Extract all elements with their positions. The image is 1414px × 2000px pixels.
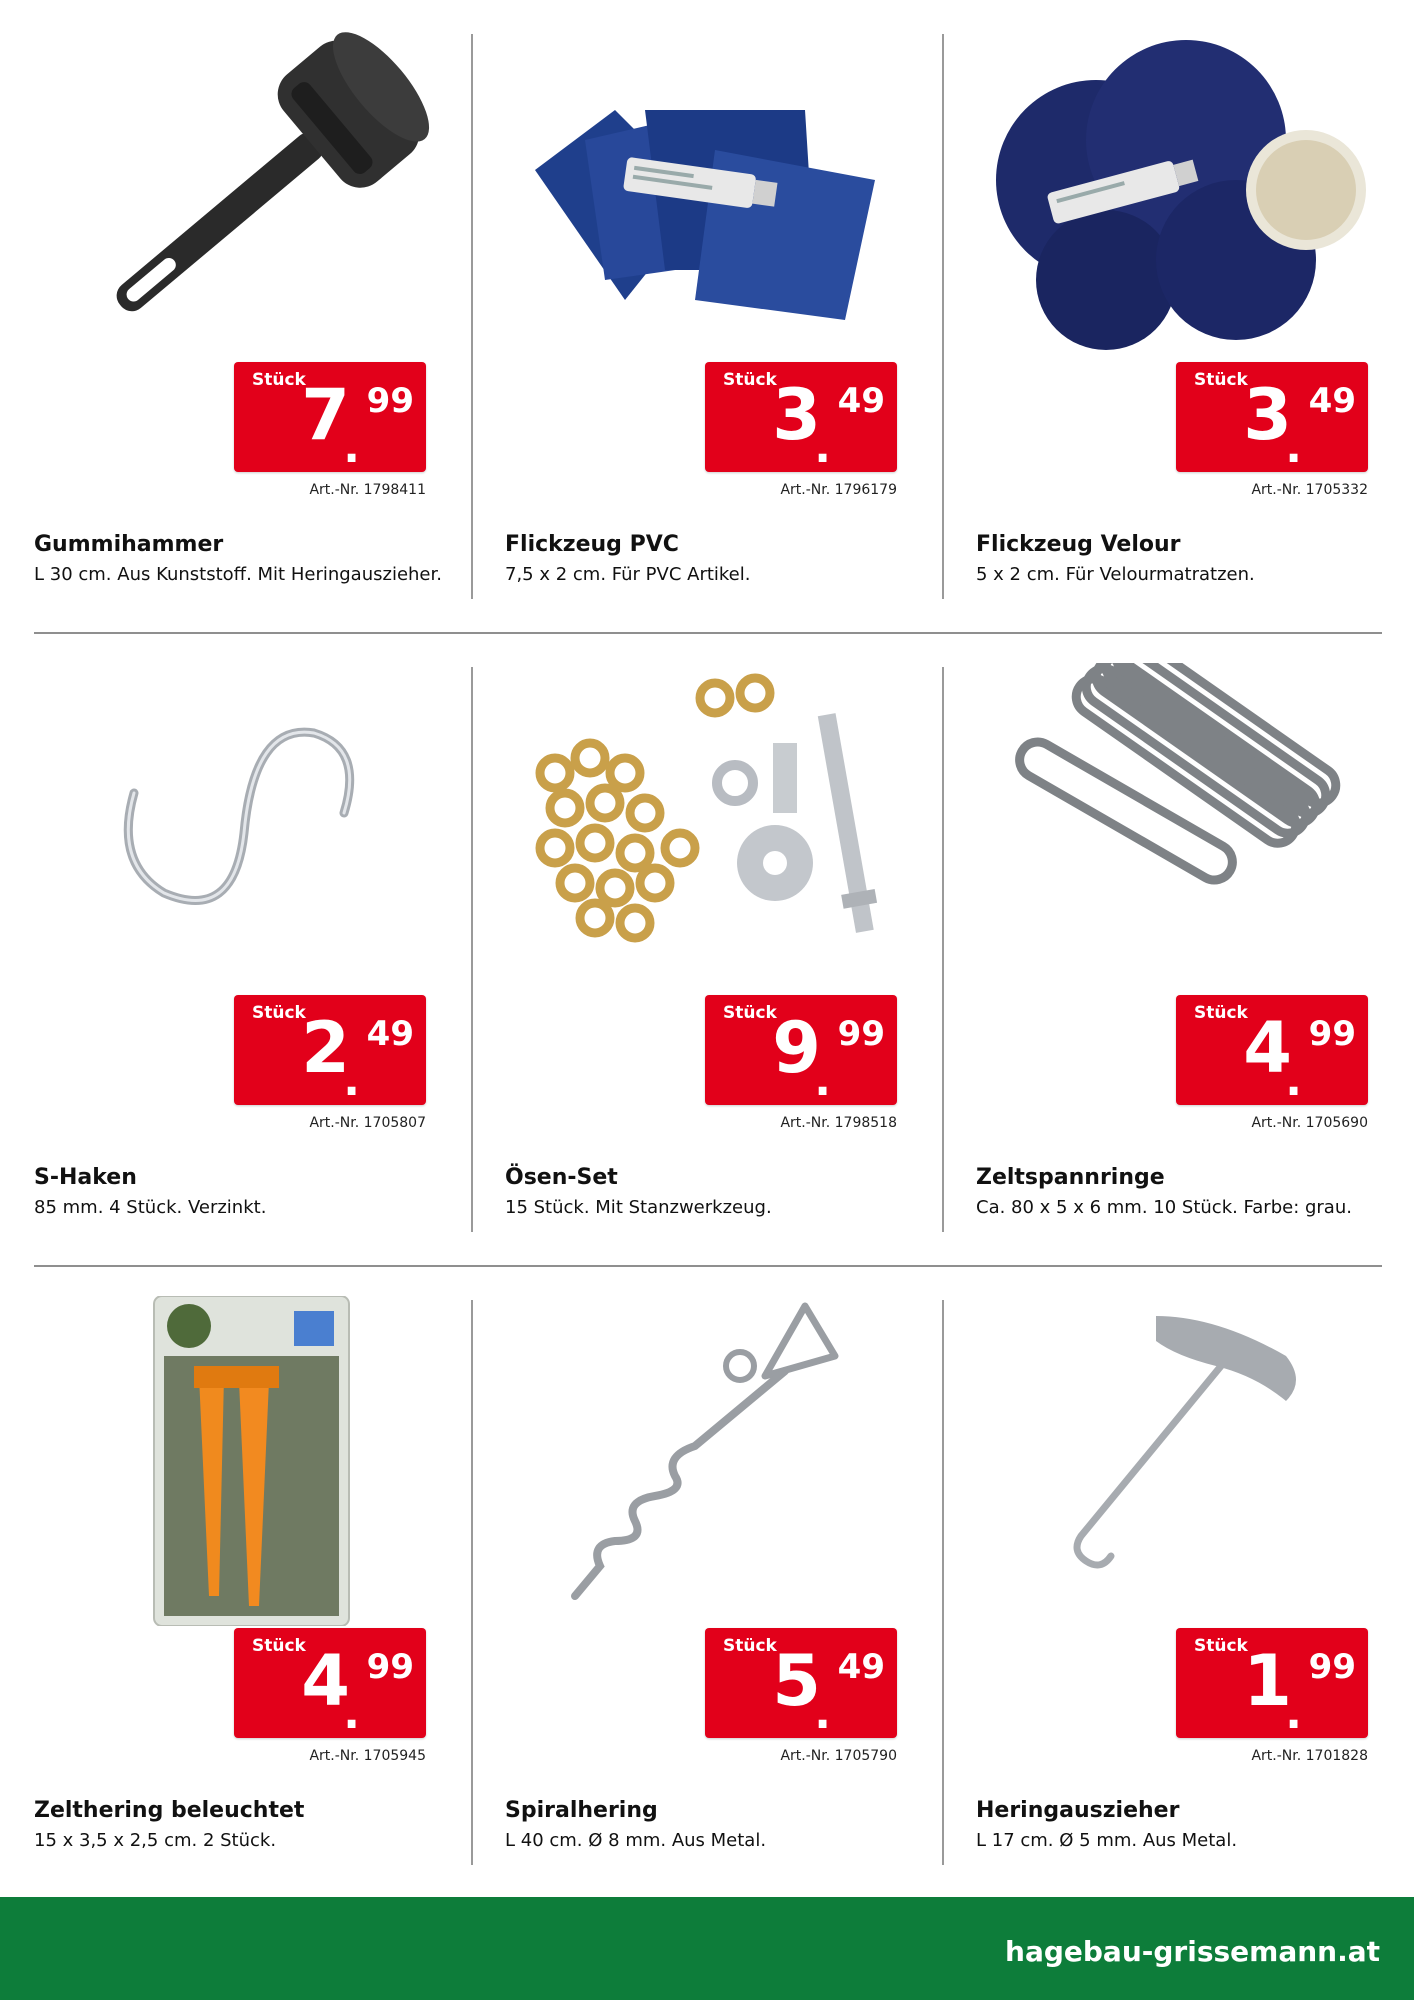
article-number: Art.-Nr. 1701828: [1251, 1748, 1368, 1764]
product-title: Ösen-Set: [505, 1165, 618, 1190]
price-euros: 3: [772, 374, 819, 456]
price-euros: 2: [301, 1007, 348, 1089]
product-image: [515, 663, 935, 993]
velour-patch-kit-icon: [986, 30, 1406, 360]
product-image: [515, 30, 935, 360]
product-title: Flickzeug Velour: [976, 532, 1181, 557]
price-cents: 49: [1308, 381, 1356, 421]
peg-puller-icon: [986, 1296, 1406, 1626]
article-number: Art.-Nr. 1798518: [780, 1115, 897, 1131]
price-tag: [705, 362, 897, 472]
price-unit: Stück: [723, 1003, 777, 1023]
product-description: L 17 cm. Ø 5 mm. Aus Metal.: [976, 1830, 1238, 1851]
product-card[interactable]: [34, 1286, 474, 1886]
footer-bar: [0, 1897, 1414, 2000]
article-number: Art.-Nr. 1705790: [780, 1748, 897, 1764]
price-unit: Stück: [252, 370, 306, 390]
illuminated-tent-peg-icon: [44, 1296, 464, 1626]
article-number: Art.-Nr. 1796179: [780, 482, 897, 498]
price-unit: Stück: [723, 1636, 777, 1656]
product-card[interactable]: [34, 20, 474, 620]
spiral-peg-icon: [515, 1296, 935, 1626]
product-description: L 30 cm. Aus Kunststoff. Mit Heringauszieher.: [34, 564, 442, 585]
eyelet-set-icon: [515, 663, 935, 993]
product-description: 85 mm. 4 Stück. Verzinkt.: [34, 1197, 267, 1218]
price-separator: .: [343, 1688, 360, 1739]
price-unit: Stück: [252, 1636, 306, 1656]
price-separator: .: [343, 422, 360, 473]
tent-tension-rings-icon: [986, 663, 1406, 993]
price-separator: .: [343, 1055, 360, 1106]
product-image: [986, 30, 1406, 360]
product-description: 5 x 2 cm. Für Velourmatratzen.: [976, 564, 1255, 585]
price-cents: 49: [837, 381, 885, 421]
product-card[interactable]: [34, 653, 474, 1253]
price-tag: [234, 362, 426, 472]
price-separator: .: [1285, 422, 1302, 473]
product-card[interactable]: [505, 20, 945, 620]
price-tag: [705, 995, 897, 1105]
price-cents: 99: [1308, 1014, 1356, 1054]
price-cents: 99: [1308, 1647, 1356, 1687]
product-title: Flickzeug PVC: [505, 532, 679, 557]
price-tag: [234, 1628, 426, 1738]
price-separator: .: [1285, 1055, 1302, 1106]
product-title: S-Haken: [34, 1165, 137, 1190]
store-url-link[interactable]: hagebau-grissemann.at: [1005, 1935, 1380, 1968]
product-image: [986, 663, 1406, 993]
price-cents: 49: [837, 1647, 885, 1687]
price-euros: 5: [772, 1640, 819, 1722]
product-image: [44, 1296, 464, 1626]
product-image: [44, 663, 464, 993]
pvc-patch-kit-icon: [515, 30, 935, 360]
price-separator: .: [814, 1688, 831, 1739]
product-card[interactable]: [976, 20, 1414, 620]
price-euros: 9: [772, 1007, 819, 1089]
price-euros: 4: [1243, 1007, 1290, 1089]
product-description: 15 Stück. Mit Stanzwerkzeug.: [505, 1197, 772, 1218]
price-unit: Stück: [1194, 1636, 1248, 1656]
price-separator: .: [814, 1055, 831, 1106]
price-euros: 1: [1243, 1640, 1290, 1722]
price-separator: .: [814, 422, 831, 473]
product-title: Heringauszieher: [976, 1798, 1180, 1823]
price-tag: [1176, 362, 1368, 472]
product-card[interactable]: [505, 1286, 945, 1886]
row-divider: [34, 1265, 1382, 1267]
price-tag: [234, 995, 426, 1105]
price-euros: 7: [301, 374, 348, 456]
price-cents: 49: [366, 1014, 414, 1054]
product-card[interactable]: [505, 653, 945, 1253]
product-title: Zeltspannringe: [976, 1165, 1165, 1190]
price-unit: Stück: [1194, 1003, 1248, 1023]
s-hook-icon: [44, 663, 464, 993]
product-image: [44, 30, 464, 360]
price-tag: [1176, 1628, 1368, 1738]
article-number: Art.-Nr. 1705690: [1251, 1115, 1368, 1131]
price-unit: Stück: [723, 370, 777, 390]
price-cents: 99: [837, 1014, 885, 1054]
price-tag: [705, 1628, 897, 1738]
article-number: Art.-Nr. 1705332: [1251, 482, 1368, 498]
price-separator: .: [1285, 1688, 1302, 1739]
product-card[interactable]: [976, 1286, 1414, 1886]
price-euros: 3: [1243, 374, 1290, 456]
price-euros: 4: [301, 1640, 348, 1722]
product-description: 7,5 x 2 cm. Für PVC Artikel.: [505, 564, 751, 585]
product-title: Gummihammer: [34, 532, 224, 557]
product-title: Spiralhering: [505, 1798, 658, 1823]
article-number: Art.-Nr. 1705945: [309, 1748, 426, 1764]
product-description: L 40 cm. Ø 8 mm. Aus Metal.: [505, 1830, 767, 1851]
product-image: [986, 1296, 1406, 1626]
article-number: Art.-Nr. 1798411: [309, 482, 426, 498]
price-tag: [1176, 995, 1368, 1105]
product-title: Zelthering beleuchtet: [34, 1798, 305, 1823]
price-cents: 99: [366, 381, 414, 421]
product-description: Ca. 80 x 5 x 6 mm. 10 Stück. Farbe: grau.: [976, 1197, 1352, 1218]
row-divider: [34, 632, 1382, 634]
price-unit: Stück: [1194, 370, 1248, 390]
rubber-mallet-icon: [44, 30, 464, 360]
price-cents: 99: [366, 1647, 414, 1687]
product-description: 15 x 3,5 x 2,5 cm. 2 Stück.: [34, 1830, 277, 1851]
article-number: Art.-Nr. 1705807: [309, 1115, 426, 1131]
product-image: [515, 1296, 935, 1626]
product-card[interactable]: [976, 653, 1414, 1253]
price-unit: Stück: [252, 1003, 306, 1023]
